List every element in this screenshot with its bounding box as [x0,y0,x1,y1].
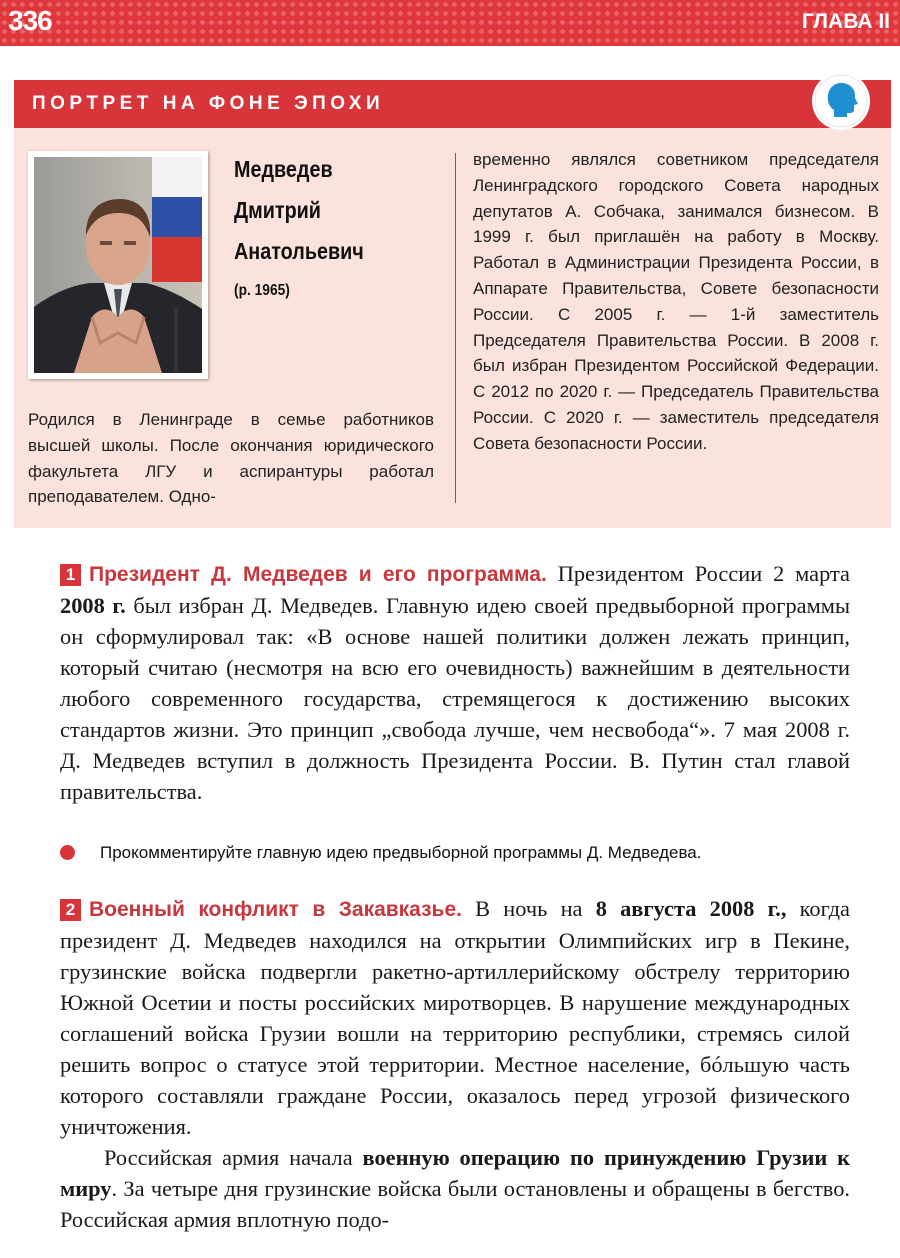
portrait-sidebar [14,80,891,528]
section-2-p2-text-a: Российская армия начала [104,1145,363,1170]
section-1-date: 2008 г. [60,593,126,618]
bio-text-right: временно являлся советником председателя Ленинградского городского Совета народных депутатов А. Собчака, занимался бизнесом. В 1999 г. был приглашён на работу в Москву. Работал в Администрации Президента России, в Аппарате Правительства, Совете безопасности России. С 2005 г. — 1-й заместитель Председателя Правительства России. В 2008 г. был избран Президентом Российской Федерации. С 2012 по 2020 г. — Председатель Правительства России. С 2020 г. — заместитель председателя Совета безопасности России. [473,150,879,453]
portrait-photo [28,151,208,379]
section-2-paragraph-2 [60,1142,850,1235]
name-line-first: Дмитрий [234,197,321,223]
bio-text-left: Родился в Ленинграде в семье работников высшей школы. После окончания юридического факультета ЛГУ и аспирантуры работал преподавателем. Одно- [28,410,434,507]
head-silhouette-icon [812,72,870,130]
birth-year: (р. 1965) [234,282,290,299]
page-header-bar [0,0,900,46]
section-1-text-b: был избран Д. Медведев. Главную идею своей предвыборной программы он сформулировал так: «В основе нашей политики должен лежать принцип, который считаю (несмотря на всю его очевидность) важнейшим в деятельности любого современного государства, стремящегося к достижению высоких стандартов жизни. Это принцип „свобода лучше, чем несвобода“». 7 мая 2008 г. Д. Медведев вступил в должность Президента России. В. Путин стал главой правительства. [60,593,850,804]
section-2-date: 8 августа 2008 г., [595,896,787,921]
section-2-paragraph-1 [60,893,850,1142]
section-1-title: Президент Д. Медведев и его программа. [89,563,547,586]
section-2 [60,893,850,1235]
name-line-surname: Медведев [234,156,333,182]
section-2-p2-text-b: . За четыре дня грузинские войска были остановлены и обращены в бегство. Российская армия вплотную подо- [60,1176,850,1232]
portrait-header [14,80,891,128]
chapter-label: ГЛАВА II [801,10,890,33]
portrait-section-title: ПОРТРЕТ НА ФОНЕ ЭПОХИ [32,93,385,114]
section-1-text-a: Президентом России 2 марта [546,561,850,586]
column-divider [455,153,456,503]
page-number: 336 [8,5,52,36]
person-name [234,149,406,272]
section-2-text-b: когда президент Д. Медведев находился на открытии Олимпийских игр в Пекине, грузинские войска подвергли ракетно-артиллерийскому обстрелу территорию Южной Осетии и посты российских миротворцев. В нарушение международных соглашений войска Грузии вошли на территорию республики, стремясь силой решить вопрос о статусе этой территории. Местное население, бóльшую часть которого составляли граждане России, оказалось перед угрозой физического уничтожения. [60,896,850,1139]
section-2-number: 2 [60,899,81,921]
question-text: Прокомментируйте главную идею предвыборной программы Д. Медведева. [100,843,702,862]
section-2-title: Военный конфликт в Закавказье. [89,898,462,921]
section-1-number: 1 [60,564,81,586]
section-1 [60,558,850,807]
section-2-text-a: В ночь на [461,896,596,921]
section-2-p2-bold: военную операцию по принуждению Грузии к миру [60,1145,850,1201]
name-line-patronymic: Анатольевич [234,238,364,264]
question-bullet-icon [60,845,75,860]
